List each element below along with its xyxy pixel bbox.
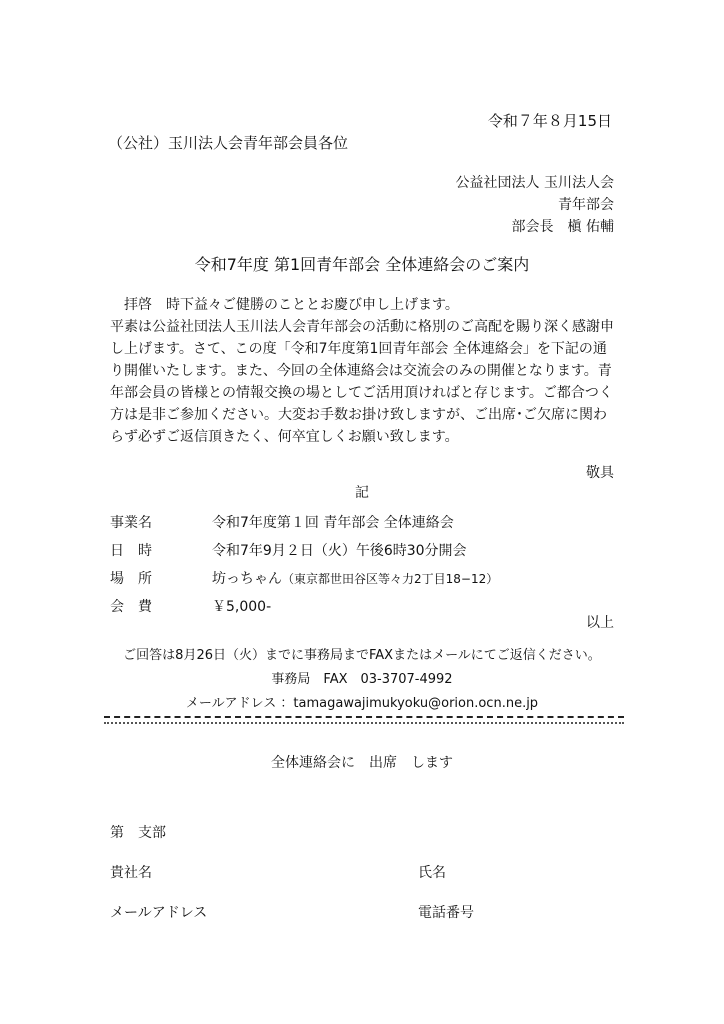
detail-value-event bbox=[212, 512, 454, 532]
attendance-statement: 全体連絡会に 出席 します bbox=[271, 755, 453, 771]
document-title: 令和7年度 第1回青年部会 全体連絡会のご案内 bbox=[194, 255, 530, 274]
sender-department: 青年部会 bbox=[558, 197, 614, 213]
detail-value-datetime bbox=[212, 540, 467, 560]
ki-heading: 記 bbox=[355, 485, 369, 501]
branch-field-label: 第 支部 bbox=[110, 825, 166, 841]
sender-chairperson: 部会長 槇 佑輔 bbox=[511, 219, 614, 235]
ijou-end-mark: 以上 bbox=[586, 615, 614, 631]
reply-deadline-note: ご回答は8月26日（火）までに事務局までFAXまたはメールにてご返信ください。 bbox=[123, 648, 601, 663]
detail-value-venue bbox=[212, 568, 498, 588]
addressee: （公社）玉川法人会青年部会員各位 bbox=[108, 134, 349, 152]
email-field-label: メールアドレス bbox=[110, 905, 208, 921]
detail-label-venue: 場 所 bbox=[110, 571, 152, 587]
name-field-label: 氏名 bbox=[418, 865, 446, 881]
detail-label-event: 事業名 bbox=[110, 515, 152, 531]
office-fax: 事務局 FAX 03-3707-4992 bbox=[271, 672, 453, 687]
phone-field-label: 電話番号 bbox=[418, 905, 474, 921]
detail-value-fee bbox=[212, 596, 271, 616]
detail-value-venue-text: 坊っちゃん bbox=[212, 571, 282, 587]
detail-value-datetime-text: 令和7年9月２日（火）午後6時30分開会 bbox=[212, 543, 467, 559]
document-date: 令和７年８月15日 bbox=[487, 112, 612, 130]
detail-label-fee: 会 費 bbox=[110, 599, 152, 615]
office-email: メールアドレス ：tamagawajimukyoku@orion.ocn.ne.jp bbox=[185, 696, 539, 711]
greeting-paragraph: 拝啓 時下益々ご健勝のこととお慶び申し上げます。 bbox=[124, 297, 459, 313]
detail-value-event-text: 令和7年度第１回 青年部会 全体連絡会 bbox=[212, 515, 454, 531]
sender-block bbox=[456, 172, 614, 238]
closing-word: 敬具 bbox=[586, 465, 614, 481]
sender-organization: 公益社団法人 玉川法人会 bbox=[455, 175, 614, 191]
body-text bbox=[110, 294, 620, 448]
company-field-label: 貴社名 bbox=[110, 865, 152, 881]
venue-address-note: （東京都世田谷区等々力2丁目18−12） bbox=[282, 572, 499, 586]
detail-value-fee-text: ￥5,000- bbox=[212, 599, 272, 615]
detail-label-datetime: 日 時 bbox=[110, 543, 152, 559]
main-paragraph: 平素は公益社団法人玉川法人会青年部会の活動に格別のご高配を賜り深く感謝申し上げます。さて、この度「令和7年度第1回青年部会 全体連絡会」を下記の通り開催いたします。また、今回の全体連絡会は交流会のみの開催となります。青年部会員の皆様との情報交換の場としてご活用頂ければと存じます。ご都合つく方は是非ご参加ください。大変お手数お掛け致しますが、ご出席･ご欠席に関わらず必ずご返信頂きたく、何卒宜しくお願い致します。 bbox=[110, 319, 614, 445]
cut-line-divider bbox=[104, 716, 624, 724]
